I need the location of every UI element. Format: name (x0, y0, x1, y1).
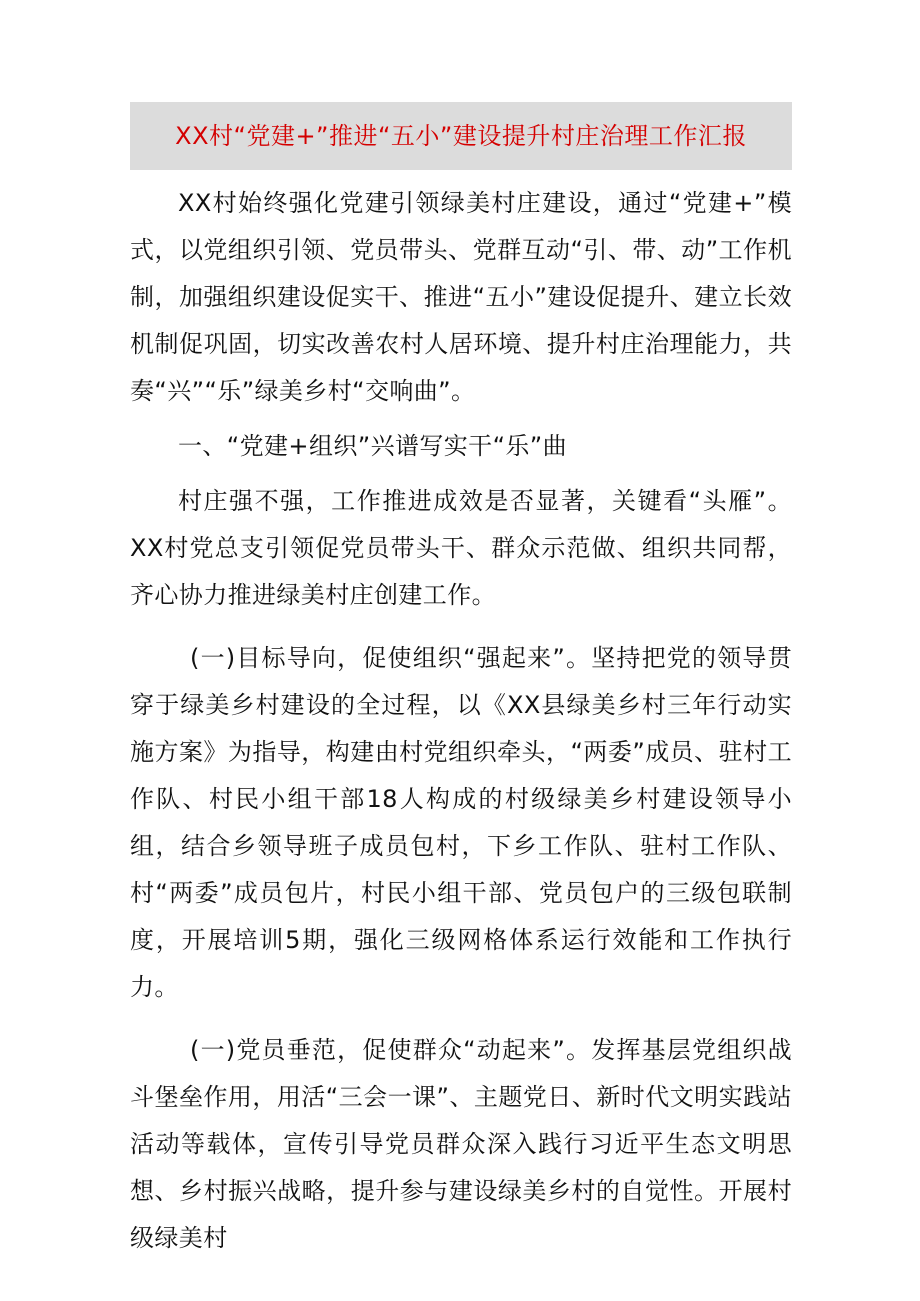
section-heading-1: 一、“党建+组织”兴谱写实干“乐”曲 (178, 432, 568, 460)
section-1-paragraph: 村庄强不强，工作推进成效是否显著，关键看“头雁”。XX村党总支引领促党员带头干、群众示范做、组织共同帮，齐心协力推进绿美村庄创建工作。 (130, 487, 792, 609)
document-body (130, 180, 792, 1262)
subsection-2-paragraph: (一)党员垂范，促使群众“动起来”。发挥基层党组织战斗堡垒作用，用活“三会一课”、主题党日、新时代文明实践站活动等载体，宣传引导党员群众深入践行习近平生态文明思想、乡村振兴战略，提升参与建设绿美乡村的自觉性。开展村级绿美村 (130, 1036, 792, 1252)
document-title: XX村“党建+”推进“五小”建设提升村庄治理工作汇报 (175, 122, 747, 150)
intro-paragraph: XX村始终强化党建引领绿美村庄建设，通过“党建+”模式，以党组织引领、党员带头、党群互动“引、带、动”工作机制，加强组织建设促实干、推进“五小”建设促提升、建立长效机制促巩固，切实改善农村人居环境、提升村庄治理能力，共奏“兴”“乐”绿美乡村“交响曲”。 (130, 189, 792, 405)
subsection-1-paragraph: (一)目标导向，促使组织“强起来”。坚持把党的领导贯穿于绿美乡村建设的全过程，以《XX县绿美乡村三年行动实施方案》为指导，构建由村党组织牵头，“两委”成员、驻村工作队、村民小组干部18人构成的村级绿美乡村建设领导小组，结合乡领导班子成员包村，下乡工作队、驻村工作队、村“两委”成员包片，村民小组干部、党员包户的三级包联制度，开展培训5期，强化三级网格体系运行效能和工作执行力。 (130, 644, 792, 1001)
